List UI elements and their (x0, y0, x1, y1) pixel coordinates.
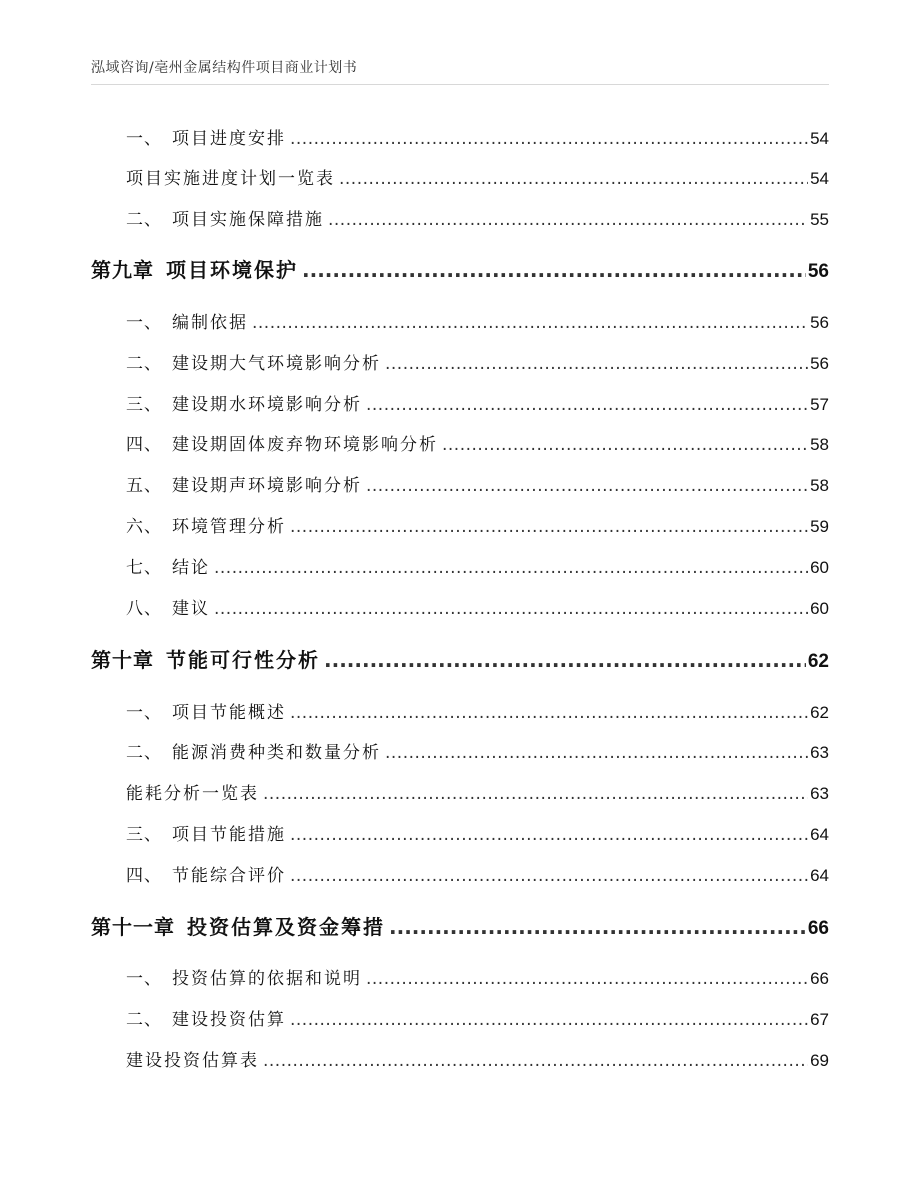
toc-chapter-title: 节能可行性分析 (166, 648, 320, 672)
toc-entry-number: 一、 (126, 969, 162, 989)
toc-chapter-entry[interactable] (0, 644, 920, 673)
toc-entry-number: 六、 (126, 517, 162, 537)
toc-entry-number: 二、 (126, 354, 162, 374)
toc-entry-title: 建设期水环境影响分析 (172, 395, 362, 415)
toc-chapter-entry[interactable] (0, 254, 920, 283)
toc-entry-page: 54 (810, 169, 829, 188)
toc-entry-page: 59 (810, 517, 829, 536)
toc-entry[interactable] (0, 512, 920, 537)
toc-entry-page: 66 (810, 969, 829, 988)
toc-entry-number: 一、 (126, 129, 162, 149)
toc-entry-title: 建设期固体废弃物环境影响分析 (172, 435, 438, 455)
toc-entry-page: 64 (810, 866, 829, 885)
toc-chapter-title: 投资估算及资金筹措 (187, 915, 385, 939)
toc-entry[interactable] (0, 430, 920, 455)
toc-leader-dots (290, 825, 808, 845)
toc-entry[interactable] (0, 861, 920, 886)
toc-entry-page: 62 (810, 703, 829, 722)
toc-entry-title: 建议 (172, 599, 210, 619)
toc-entry-number: 二、 (126, 210, 162, 230)
toc-entry-number: 四、 (126, 435, 162, 455)
toc-entry-page: 57 (810, 395, 829, 414)
toc-leader-dots (214, 599, 808, 619)
toc-entry[interactable] (0, 308, 920, 333)
toc-entry-title: 建设投资估算 (172, 1010, 286, 1030)
toc-chapter-page: 62 (807, 651, 829, 672)
toc-entry[interactable] (0, 738, 920, 763)
toc-entry[interactable] (0, 205, 920, 230)
toc-chapter-title: 项目环境保护 (166, 258, 298, 282)
toc-leader-dots (214, 558, 808, 578)
toc-leader-dots (290, 517, 808, 537)
toc-entry-title: 投资估算的依据和说明 (172, 969, 362, 989)
toc-chapter-number: 第十一章 (91, 915, 175, 939)
toc-entry-page: 63 (810, 743, 829, 762)
toc-entry-number: 七、 (126, 558, 162, 578)
toc-entry-title: 环境管理分析 (172, 517, 286, 537)
toc-leader-dots (324, 648, 806, 672)
toc-entry-number: 四、 (126, 866, 162, 886)
toc-leader-dots (385, 354, 808, 374)
toc-entry-title: 项目实施进度计划一览表 (126, 169, 335, 189)
toc-entry-page: 54 (810, 129, 829, 148)
toc-leader-dots (366, 395, 808, 415)
toc-entry-number: 二、 (126, 1010, 162, 1030)
toc-entry[interactable] (0, 779, 920, 804)
toc-leader-dots (442, 435, 808, 455)
toc-entry-page: 63 (810, 784, 829, 803)
toc-leader-dots (389, 915, 806, 939)
toc-entry-title: 项目节能措施 (172, 825, 286, 845)
toc-entry-number: 二、 (126, 743, 162, 763)
toc-chapter-page: 56 (807, 261, 829, 282)
toc-entry-page: 60 (810, 599, 829, 618)
toc-chapter-number: 第九章 (91, 258, 154, 282)
toc-entry-page: 56 (810, 313, 829, 332)
toc-entry[interactable] (0, 698, 920, 723)
toc-entry-title: 项目节能概述 (172, 703, 286, 723)
toc-entry-title: 项目实施保障措施 (172, 210, 324, 230)
toc-entry-title: 建设期大气环境影响分析 (172, 354, 381, 374)
toc-entry-title: 建设期声环境影响分析 (172, 476, 362, 496)
toc-leader-dots (302, 258, 806, 282)
toc-entry-page: 56 (810, 354, 829, 373)
toc-leader-dots (366, 969, 808, 989)
toc-entry-number: 三、 (126, 395, 162, 415)
toc-chapter-entry[interactable] (0, 911, 920, 940)
toc-entry-page: 58 (810, 476, 829, 495)
toc-leader-dots (290, 866, 808, 886)
toc-leader-dots (263, 784, 808, 804)
toc-chapter-number: 第十章 (91, 648, 154, 672)
toc-leader-dots (263, 1051, 808, 1071)
toc-leader-dots (339, 169, 808, 189)
toc-entry[interactable] (0, 390, 920, 415)
toc-entry-title: 编制依据 (172, 313, 248, 333)
running-header: 泓域咨询/亳州金属结构件项目商业计划书 (91, 60, 358, 76)
toc-entry[interactable] (0, 349, 920, 374)
toc-leader-dots (290, 1010, 808, 1030)
toc-entry-page: 55 (810, 210, 829, 229)
toc-entry-title: 建设投资估算表 (126, 1051, 259, 1071)
toc-entry-title: 节能综合评价 (172, 866, 286, 886)
toc-entry-title: 结论 (172, 558, 210, 578)
toc-entry[interactable] (0, 124, 920, 149)
toc-entry-number: 五、 (126, 476, 162, 496)
header-rule (91, 84, 829, 85)
toc-entry-title: 能耗分析一览表 (126, 784, 259, 804)
toc-leader-dots (252, 313, 808, 333)
toc-entry-page: 58 (810, 435, 829, 454)
toc-chapter-page: 66 (807, 918, 829, 939)
toc-leader-dots (328, 210, 808, 230)
toc-leader-dots (366, 476, 808, 496)
toc-leader-dots (290, 129, 808, 149)
toc-entry[interactable] (0, 1046, 920, 1071)
toc-entry[interactable] (0, 471, 920, 496)
toc-entry-number: 三、 (126, 825, 162, 845)
toc-entry[interactable] (0, 594, 920, 619)
toc-entry-number: 八、 (126, 599, 162, 619)
toc-entry-page: 60 (810, 558, 829, 577)
toc-entry-title: 能源消费种类和数量分析 (172, 743, 381, 763)
toc-entry-number: 一、 (126, 703, 162, 723)
toc-entry-page: 64 (810, 825, 829, 844)
toc-entry[interactable] (0, 964, 920, 989)
toc-entry[interactable] (0, 820, 920, 845)
toc-entry[interactable] (0, 553, 920, 578)
toc-entry[interactable] (0, 1005, 920, 1030)
toc-entry-title: 项目进度安排 (172, 129, 286, 149)
toc-entry-number: 一、 (126, 313, 162, 333)
toc-entry-page: 67 (810, 1010, 829, 1029)
toc-entry[interactable] (0, 164, 920, 189)
toc-entry-page: 69 (810, 1051, 829, 1070)
toc-leader-dots (385, 743, 808, 763)
toc-leader-dots (290, 703, 808, 723)
